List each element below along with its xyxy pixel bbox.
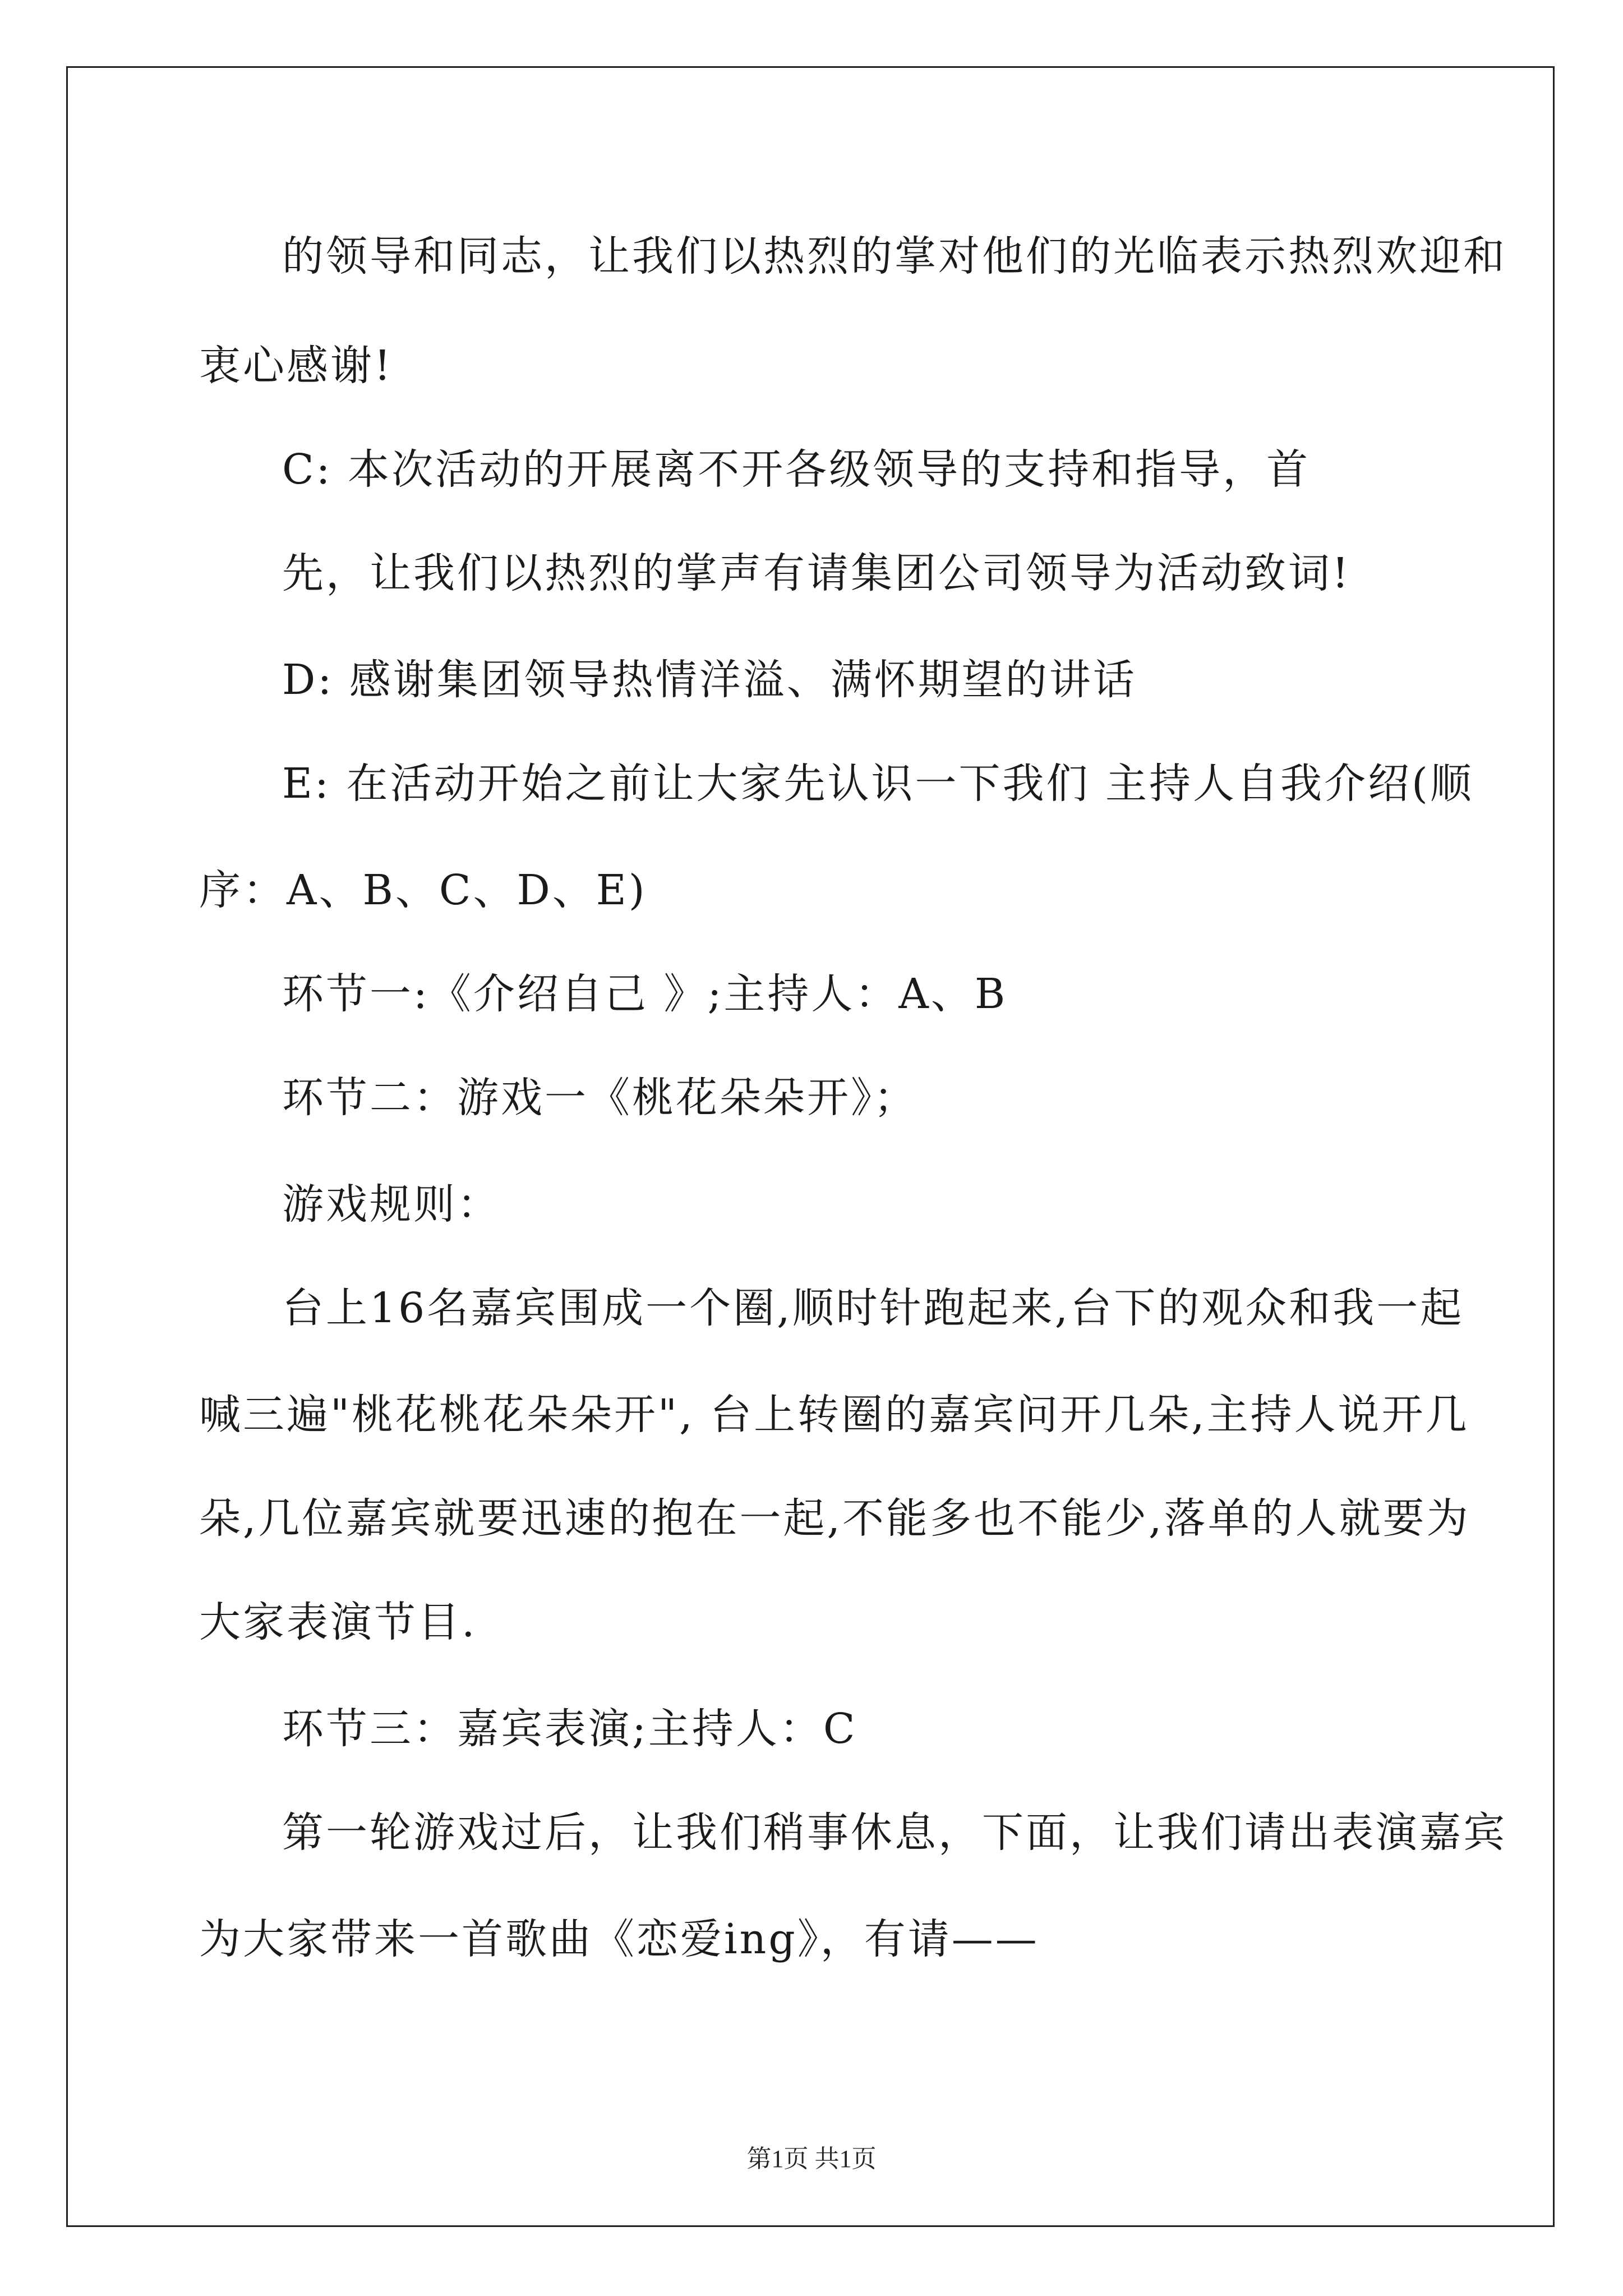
text-line: 喊三遍"桃花桃花朵朵开", 台上转圈的嘉宾问开几朵,主持人说开几 bbox=[199, 1391, 1469, 1439]
text-line: 朵,几位嘉宾就要迅速的抱在一起,不能多也不能少,落单的人就要为 bbox=[199, 1494, 1470, 1543]
text-line: 环节一:《介绍自己 》;主持人：A、B bbox=[282, 970, 1008, 1018]
text-line: 游戏规则： bbox=[282, 1180, 501, 1228]
text-line: C: 本次活动的开展离不开各级领导的支持和指导，首 bbox=[282, 445, 1311, 494]
text-line: 先，让我们以热烈的掌声有请集团公司领导为活动致词! bbox=[282, 549, 1351, 597]
text-line: 衷心感谢! bbox=[199, 342, 393, 390]
text-line: 环节三：嘉宾表演;主持人：C bbox=[282, 1705, 857, 1753]
text-line: 大家表演节目. bbox=[199, 1598, 477, 1646]
text-line: 台上16名嘉宾围成一个圈,顺时针跑起来,台下的观众和我一起 bbox=[282, 1284, 1464, 1332]
text-line: D: 感谢集团领导热情洋溢、满怀期望的讲话 bbox=[282, 656, 1137, 704]
text-line: 序：A、B、C、D、E) bbox=[199, 866, 647, 914]
text-line: 的领导和同志，让我们以热烈的掌对他们的光临表示热烈欢迎和 bbox=[282, 232, 1507, 280]
text-line: 环节二：游戏一《桃花朵朵开》； bbox=[282, 1074, 917, 1122]
page-border bbox=[66, 66, 1555, 2227]
text-line: E: 在活动开始之前让大家先认识一下我们 主持人自我介绍(顺 bbox=[282, 760, 1474, 808]
text-line: 为大家带来一首歌曲《恋爱ing》，有请—— bbox=[199, 1915, 1039, 1963]
text-line: 第一轮游戏过后，让我们稍事休息，下面，让我们请出表演嘉宾 bbox=[282, 1809, 1507, 1857]
page-number: 第1页 共1页 bbox=[746, 2145, 877, 2173]
